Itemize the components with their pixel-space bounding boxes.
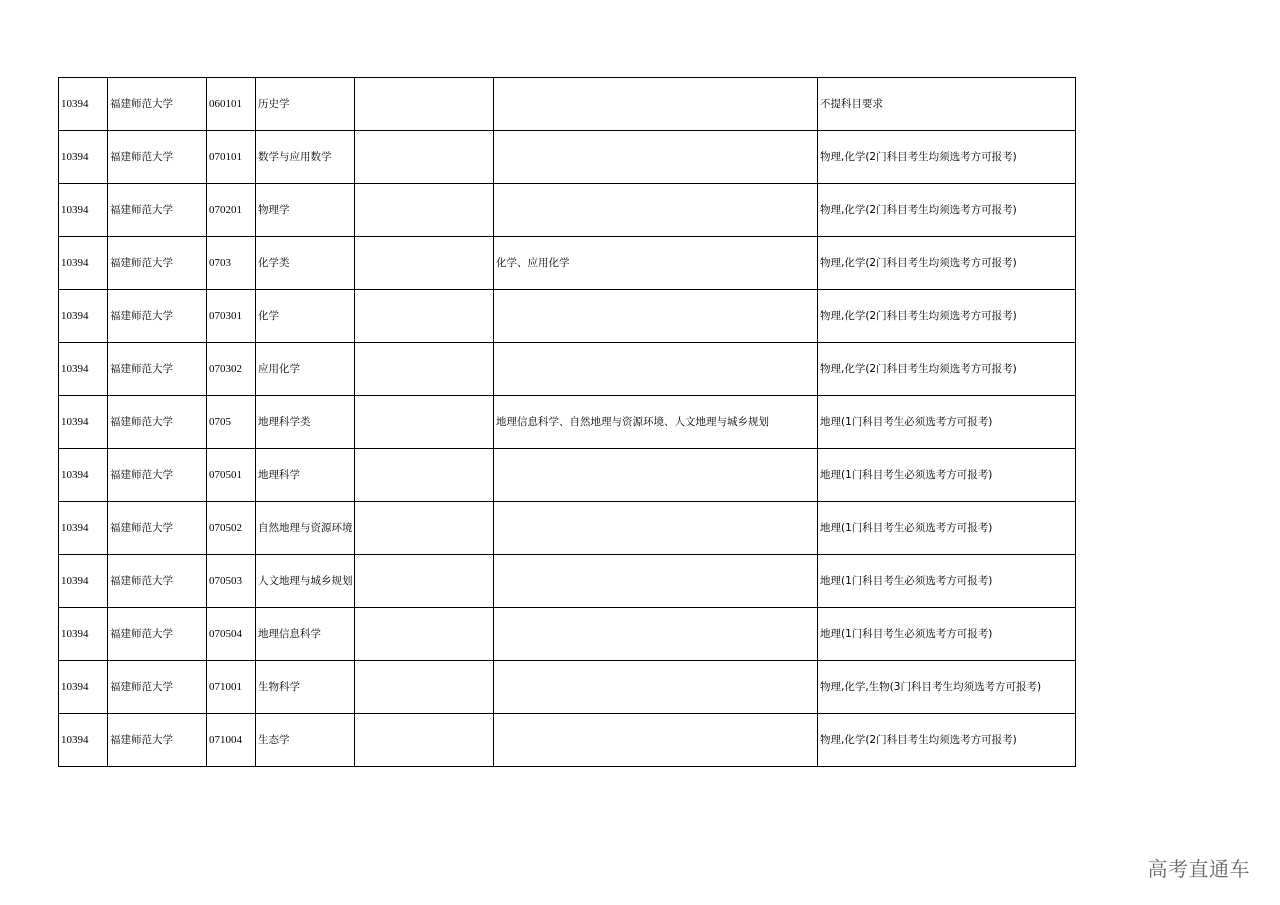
- note-cell: [355, 343, 494, 396]
- included-majors-cell: [494, 131, 818, 184]
- major-code-cell: 070302: [207, 343, 256, 396]
- note-cell: [355, 78, 494, 131]
- major-code-cell: 070504: [207, 608, 256, 661]
- included-majors-cell: [494, 290, 818, 343]
- school-code-cell: 10394: [59, 131, 108, 184]
- note-cell: [355, 608, 494, 661]
- school-code-cell: 10394: [59, 608, 108, 661]
- included-majors-cell: [494, 555, 818, 608]
- note-cell: [355, 237, 494, 290]
- major-code-cell: 0703: [207, 237, 256, 290]
- major-name-cell: 物理学: [256, 184, 355, 237]
- major-name-cell: 应用化学: [256, 343, 355, 396]
- subject-requirement-cell: 物理,化学(2门科目考生均须选考方可报考): [818, 184, 1076, 237]
- school-code-cell: 10394: [59, 290, 108, 343]
- major-code-cell: 071001: [207, 661, 256, 714]
- included-majors-cell: [494, 449, 818, 502]
- major-name-cell: 化学: [256, 290, 355, 343]
- subject-requirement-cell: 物理,化学(2门科目考生均须选考方可报考): [818, 714, 1076, 767]
- table-row: [59, 714, 1076, 767]
- subject-requirement-cell: 地理(1门科目考生必须选考方可报考): [818, 608, 1076, 661]
- subject-requirement-cell: 物理,化学,生物(3门科目考生均须选考方可报考): [818, 661, 1076, 714]
- table-row: [59, 661, 1076, 714]
- table-row: [59, 131, 1076, 184]
- major-code-cell: 070503: [207, 555, 256, 608]
- major-code-cell: 070301: [207, 290, 256, 343]
- school-name-cell: 福建师范大学: [108, 396, 207, 449]
- school-name-cell: 福建师范大学: [108, 449, 207, 502]
- subject-requirement-cell: 物理,化学(2门科目考生均须选考方可报考): [818, 237, 1076, 290]
- subject-requirement-cell: 物理,化学(2门科目考生均须选考方可报考): [818, 343, 1076, 396]
- major-name-cell: 地理信息科学: [256, 608, 355, 661]
- table-row: [59, 78, 1076, 131]
- major-name-cell: 地理科学: [256, 449, 355, 502]
- school-name-cell: 福建师范大学: [108, 608, 207, 661]
- note-cell: [355, 555, 494, 608]
- major-code-cell: 070101: [207, 131, 256, 184]
- note-cell: [355, 714, 494, 767]
- watermark-text: 高考直通车: [1147, 857, 1250, 881]
- table-row: [59, 290, 1076, 343]
- school-code-cell: 10394: [59, 555, 108, 608]
- note-cell: [355, 661, 494, 714]
- school-name-cell: 福建师范大学: [108, 502, 207, 555]
- school-code-cell: 10394: [59, 78, 108, 131]
- note-cell: [355, 502, 494, 555]
- table-row: [59, 343, 1076, 396]
- included-majors-cell: [494, 714, 818, 767]
- school-name-cell: 福建师范大学: [108, 290, 207, 343]
- subject-requirement-cell: 物理,化学(2门科目考生均须选考方可报考): [818, 290, 1076, 343]
- major-name-cell: 自然地理与资源环境: [256, 502, 355, 555]
- table-row: [59, 555, 1076, 608]
- major-code-cell: 070502: [207, 502, 256, 555]
- included-majors-cell: [494, 343, 818, 396]
- included-majors-cell: 化学、应用化学: [494, 237, 818, 290]
- school-name-cell: 福建师范大学: [108, 343, 207, 396]
- major-code-cell: 071004: [207, 714, 256, 767]
- subject-requirements-table: [58, 77, 1076, 767]
- included-majors-cell: [494, 608, 818, 661]
- included-majors-cell: 地理信息科学、自然地理与资源环境、人文地理与城乡规划: [494, 396, 818, 449]
- school-code-cell: 10394: [59, 184, 108, 237]
- school-name-cell: 福建师范大学: [108, 184, 207, 237]
- subject-requirement-cell: 地理(1门科目考生必须选考方可报考): [818, 555, 1076, 608]
- table-row: [59, 237, 1076, 290]
- note-cell: [355, 449, 494, 502]
- included-majors-cell: [494, 502, 818, 555]
- subject-requirement-cell: 地理(1门科目考生必须选考方可报考): [818, 449, 1076, 502]
- subject-requirement-cell: 不提科目要求: [818, 78, 1076, 131]
- subject-requirement-cell: 物理,化学(2门科目考生均须选考方可报考): [818, 131, 1076, 184]
- major-code-cell: 070201: [207, 184, 256, 237]
- school-name-cell: 福建师范大学: [108, 555, 207, 608]
- note-cell: [355, 290, 494, 343]
- school-code-cell: 10394: [59, 714, 108, 767]
- major-name-cell: 人文地理与城乡规划: [256, 555, 355, 608]
- school-name-cell: 福建师范大学: [108, 237, 207, 290]
- school-code-cell: 10394: [59, 661, 108, 714]
- school-code-cell: 10394: [59, 343, 108, 396]
- school-code-cell: 10394: [59, 502, 108, 555]
- major-name-cell: 历史学: [256, 78, 355, 131]
- included-majors-cell: [494, 184, 818, 237]
- table-row: [59, 608, 1076, 661]
- major-name-cell: 生物科学: [256, 661, 355, 714]
- table-body: [59, 78, 1076, 767]
- table-row: [59, 502, 1076, 555]
- included-majors-cell: [494, 661, 818, 714]
- included-majors-cell: [494, 78, 818, 131]
- school-code-cell: 10394: [59, 449, 108, 502]
- school-name-cell: 福建师范大学: [108, 131, 207, 184]
- major-code-cell: 0705: [207, 396, 256, 449]
- table-row: [59, 184, 1076, 237]
- school-name-cell: 福建师范大学: [108, 714, 207, 767]
- subject-requirement-cell: 地理(1门科目考生必须选考方可报考): [818, 396, 1076, 449]
- table-row: [59, 396, 1076, 449]
- major-name-cell: 生态学: [256, 714, 355, 767]
- major-name-cell: 地理科学类: [256, 396, 355, 449]
- table-row: [59, 449, 1076, 502]
- major-name-cell: 数学与应用数学: [256, 131, 355, 184]
- major-code-cell: 060101: [207, 78, 256, 131]
- major-name-cell: 化学类: [256, 237, 355, 290]
- school-name-cell: 福建师范大学: [108, 661, 207, 714]
- school-code-cell: 10394: [59, 237, 108, 290]
- note-cell: [355, 184, 494, 237]
- major-code-cell: 070501: [207, 449, 256, 502]
- note-cell: [355, 396, 494, 449]
- subject-requirement-cell: 地理(1门科目考生必须选考方可报考): [818, 502, 1076, 555]
- note-cell: [355, 131, 494, 184]
- school-name-cell: 福建师范大学: [108, 78, 207, 131]
- school-code-cell: 10394: [59, 396, 108, 449]
